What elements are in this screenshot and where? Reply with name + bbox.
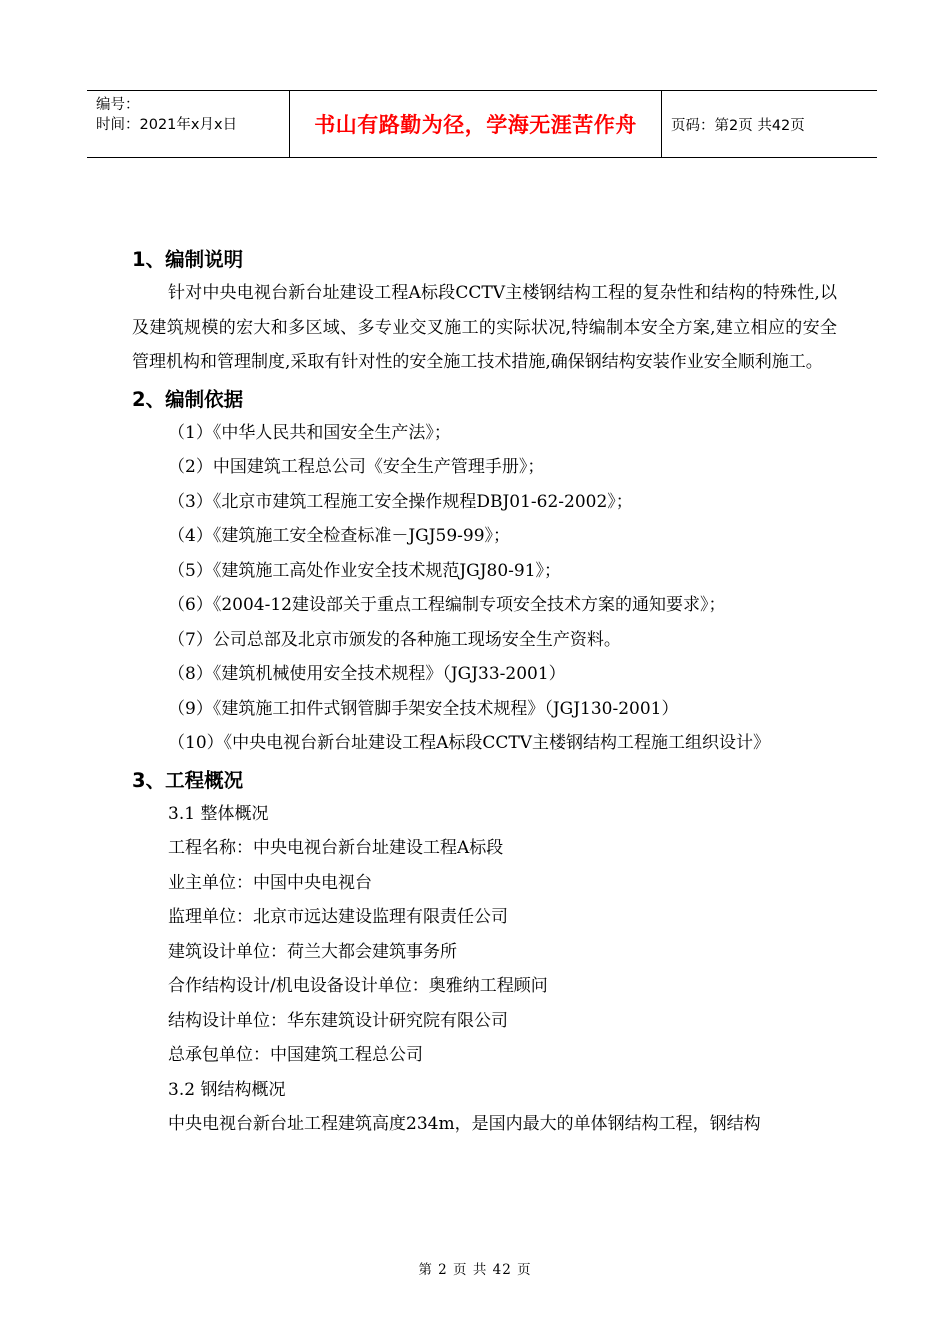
section-2-title: 2、编制依据 (132, 387, 244, 411)
basis-item: （10）《中央电视台新台址建设工程A标段CCTV主楼钢结构工程施工组织设计》 (168, 733, 771, 753)
section-1-body: 针对中央电视台新台址建设工程A标段CCTV主楼钢结构工程的复杂性和结构的特殊性,以及建筑规模的宏大和多区域、多专业交叉施工的实际状况,特编制本安全方案,建立相应的安全管理机构和管理制度,采取有针对性的安全施工技术措施,确保钢结构安装作业安全顺利施工。 (132, 283, 837, 372)
time-label: 时间：2021年x月x日 (96, 117, 238, 133)
number-label: 编号： (96, 97, 140, 113)
header-page-info: 页码：第2页 共42页 (671, 117, 805, 134)
basis-item: （9）《建筑施工扣件式钢管脚手架安全技术规程》（JGJ130-2001） (168, 698, 679, 719)
basis-item: （8）《建筑机械使用安全技术规程》（JGJ33-2001） (168, 664, 566, 684)
basis-item: （4）《建筑施工安全检查标准－JGJ59-99》； (168, 526, 511, 546)
basis-item: （1）《中华人民共和国安全生产法》； (168, 422, 451, 443)
header-meta (87, 91, 289, 157)
document-body (132, 240, 837, 1142)
document-header (87, 90, 877, 158)
section-3-title: 3、工程概况 (132, 768, 244, 792)
basis-item: （6）《2004-12建设部关于重点工程编制专项安全技术方案的通知要求》； (168, 595, 726, 615)
overview-line: 结构设计单位：华东建筑设计研究院有限公司 (168, 1010, 508, 1031)
overview-line: 工程名称：中央电视台新台址建设工程A标段 (168, 838, 504, 858)
basis-item: （5）《建筑施工高处作业安全技术规范JGJ80-91》； (168, 560, 562, 581)
header-motto: 书山有路勤为径，学海无涯苦作舟 (289, 91, 662, 157)
page-footer: 第 2 页 共 42 页 (418, 1262, 532, 1278)
overview-line: 合作结构设计/机电设备设计单位：奥雅纳工程顾问 (168, 976, 548, 996)
overview-line: 监理单位：北京市远达建设监理有限责任公司 (168, 907, 508, 927)
basis-item: （7）公司总部及北京市颁发的各种施工现场安全生产资料。 (168, 629, 621, 650)
overview-line: 业主单位：中国中央电视台 (168, 872, 372, 893)
overview-line: 中央电视台新台址工程建筑高度234m，是国内最大的单体钢结构工程，钢结构 (168, 1114, 761, 1134)
overview-line: 建筑设计单位：荷兰大都会建筑事务所 (168, 941, 457, 962)
overview-line: 总承包单位：中国建筑工程总公司 (168, 1045, 423, 1065)
subsection-title: 3.2 钢结构概况 (168, 1079, 286, 1100)
basis-item: （2）中国建筑工程总公司《安全生产管理手册》； (168, 457, 545, 477)
section-1-title: 1、编制说明 (132, 248, 244, 271)
subsection-title: 3.1 整体概况 (168, 803, 269, 824)
basis-item: （3）《北京市建筑工程施工安全操作规程DBJ01-62-2002》； (168, 491, 633, 512)
